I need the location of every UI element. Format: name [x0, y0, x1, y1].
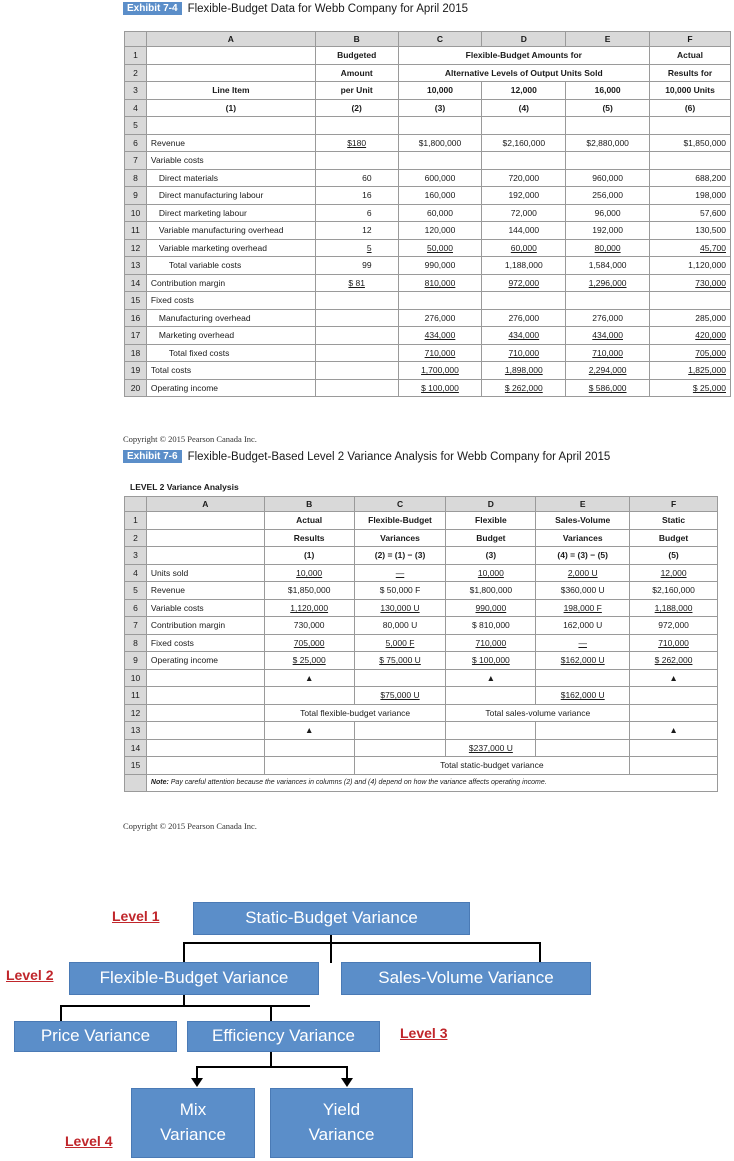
row-number: 4	[125, 99, 147, 117]
level-3-label: Level 3	[400, 1025, 448, 1041]
table-note	[146, 774, 717, 792]
connector-line	[539, 942, 541, 962]
flexible-budget-table	[124, 31, 731, 397]
row-number: 11	[125, 222, 147, 240]
cell: (5)	[566, 99, 650, 117]
cell: 2,000 U	[536, 564, 630, 582]
cell: (4)	[482, 99, 566, 117]
yield-variance-line2: Variance	[308, 1125, 375, 1144]
cell: 198,000	[650, 187, 731, 205]
cell: Fixed costs	[146, 292, 315, 310]
cell: Operating income	[146, 379, 315, 397]
cell: Budget	[446, 529, 536, 547]
cell: Budgeted	[315, 47, 398, 65]
connector-line	[196, 1066, 348, 1068]
cell: Total sales-volume variance	[446, 704, 630, 722]
row-number: 8	[125, 634, 147, 652]
cell: 10,000	[446, 564, 536, 582]
cell: $360,000 U	[536, 582, 630, 600]
cell: (3)	[446, 547, 536, 565]
cell: 130,000 U	[354, 599, 446, 617]
cell: 420,000	[650, 327, 731, 345]
cell: (3)	[398, 99, 482, 117]
row-number: 15	[125, 757, 147, 775]
cell: Total costs	[146, 362, 315, 380]
col-letter: C	[354, 497, 446, 512]
row-number: 9	[125, 652, 147, 670]
cell: Sales-Volume	[536, 512, 630, 530]
cell: Total variable costs	[146, 257, 315, 275]
cell: 705,000	[650, 344, 731, 362]
cell: (5)	[630, 547, 718, 565]
table-row	[125, 512, 718, 530]
cell: Actual	[264, 512, 354, 530]
cell: 972,000	[630, 617, 718, 635]
cell: per Unit	[315, 82, 398, 100]
table-row	[125, 292, 731, 310]
row-number: 5	[125, 117, 147, 135]
connector-line	[183, 942, 185, 962]
cell: 972,000	[482, 274, 566, 292]
cell: Operating income	[146, 652, 264, 670]
cell: 434,000	[398, 327, 482, 345]
column-letter-row	[125, 497, 718, 512]
exhibit-7-4-heading	[123, 2, 468, 15]
cell: $1,800,000	[446, 582, 536, 600]
cell: Total fixed costs	[146, 344, 315, 362]
row-number: 13	[125, 257, 147, 275]
cell: $2,880,000	[566, 134, 650, 152]
cell: $162,000 U	[536, 687, 630, 705]
row-number: 2	[125, 64, 147, 82]
cell: —	[354, 564, 446, 582]
cell: 276,000	[566, 309, 650, 327]
cell: 6	[315, 204, 398, 222]
cell: 1,120,000	[264, 599, 354, 617]
col-letter: C	[398, 32, 482, 47]
cell: 434,000	[566, 327, 650, 345]
row-number: 16	[125, 309, 147, 327]
cell: Revenue	[146, 582, 264, 600]
cell: Variable costs	[146, 152, 315, 170]
cell: (4) = (3) − (5)	[536, 547, 630, 565]
table-row	[125, 134, 731, 152]
cell: (1)	[264, 547, 354, 565]
exhibit-7-6-heading	[123, 450, 610, 463]
arrow-up-icon: ▲	[446, 669, 536, 687]
cell: Total flexible-budget variance	[264, 704, 446, 722]
col-letter: A	[146, 497, 264, 512]
cell: 710,000	[398, 344, 482, 362]
col-letter: D	[446, 497, 536, 512]
cell: 990,000	[398, 257, 482, 275]
row-number: 1	[125, 512, 147, 530]
cell: 80,000 U	[354, 617, 446, 635]
table-row	[125, 274, 731, 292]
table-row	[125, 739, 718, 757]
table-row	[125, 617, 718, 635]
cell: 276,000	[482, 309, 566, 327]
cell: 72,000	[482, 204, 566, 222]
row-number: 18	[125, 344, 147, 362]
connector-line	[183, 942, 541, 944]
cell: 960,000	[566, 169, 650, 187]
cell: Direct manufacturing labour	[146, 187, 315, 205]
col-letter: B	[315, 32, 398, 47]
cell: $ 586,000	[566, 379, 650, 397]
table-row	[125, 362, 731, 380]
cell: 1,296,000	[566, 274, 650, 292]
exhibit-badge: Exhibit 7-4	[123, 2, 182, 15]
table-row	[125, 687, 718, 705]
copyright-note: Copyright © 2015 Pearson Canada Inc.	[123, 821, 257, 831]
row-number: 13	[125, 722, 147, 740]
price-variance-box: Price Variance	[14, 1021, 177, 1052]
cell: $ 100,000	[398, 379, 482, 397]
cell: $1,850,000	[264, 582, 354, 600]
arrow-up-icon: ▲	[630, 669, 718, 687]
yield-variance-box	[270, 1088, 413, 1158]
cell: Results for	[650, 64, 731, 82]
cell: 60,000	[398, 204, 482, 222]
col-letter: A	[146, 32, 315, 47]
cell: Variable costs	[146, 599, 264, 617]
level-4-label: Level 4	[65, 1133, 113, 1149]
cell: $ 262,000	[630, 652, 718, 670]
cell: 5,000 F	[354, 634, 446, 652]
cell: Fixed costs	[146, 634, 264, 652]
table-row	[125, 152, 731, 170]
cell: $75,000 U	[354, 687, 446, 705]
table-row	[125, 344, 731, 362]
exhibit-title: Flexible-Budget-Based Level 2 Variance Analysis for Webb Company for April 2015	[187, 450, 611, 463]
row-number: 6	[125, 134, 147, 152]
table-row	[125, 187, 731, 205]
cell: $2,160,000	[630, 582, 718, 600]
cell: $1,850,000	[650, 134, 731, 152]
row-number: 20	[125, 379, 147, 397]
row-number: 7	[125, 617, 147, 635]
cell: $ 81	[315, 274, 398, 292]
row-number: 8	[125, 169, 147, 187]
row-number: 10	[125, 204, 147, 222]
cell: $162,000 U	[536, 652, 630, 670]
note-label: Note:	[150, 779, 169, 787]
cell: Flexible-Budget Amounts for	[398, 47, 649, 65]
cell: 10,000 Units	[650, 82, 731, 100]
row-number: 14	[125, 274, 147, 292]
copyright-note: Copyright © 2015 Pearson Canada Inc.	[123, 434, 257, 444]
cell: Revenue	[146, 134, 315, 152]
yield-variance-line1: Yield	[322, 1100, 361, 1120]
cell: 99	[315, 257, 398, 275]
exhibit-badge: Exhibit 7-6	[123, 450, 182, 463]
table-row	[125, 529, 718, 547]
cell: 285,000	[650, 309, 731, 327]
note-row	[125, 774, 718, 792]
cell: 10,000	[264, 564, 354, 582]
row-number: 11	[125, 687, 147, 705]
col-letter: D	[482, 32, 566, 47]
cell: 162,000 U	[536, 617, 630, 635]
table-row	[125, 722, 718, 740]
cell: 57,600	[650, 204, 731, 222]
cell: 810,000	[398, 274, 482, 292]
cell: 10,000	[398, 82, 482, 100]
table-row	[125, 169, 731, 187]
cell: Line Item	[146, 82, 315, 100]
cell: $ 810,000	[446, 617, 536, 635]
cell: 710,000	[482, 344, 566, 362]
table-row	[125, 239, 731, 257]
cell: 720,000	[482, 169, 566, 187]
cell: —	[536, 634, 630, 652]
cell: 276,000	[398, 309, 482, 327]
table-row	[125, 564, 718, 582]
row-number: 3	[125, 82, 147, 100]
connector-line	[270, 1005, 272, 1021]
table-row	[125, 82, 731, 100]
cell: 1,188,000	[482, 257, 566, 275]
cell: Results	[264, 529, 354, 547]
level2-variance-table	[124, 496, 718, 792]
cell: 12,000	[630, 564, 718, 582]
cell: 730,000	[264, 617, 354, 635]
cell: 80,000	[566, 239, 650, 257]
col-letter: B	[264, 497, 354, 512]
cell: $ 75,000 U	[354, 652, 446, 670]
table-row	[125, 379, 731, 397]
cell: 705,000	[264, 634, 354, 652]
cell: 2,294,000	[566, 362, 650, 380]
table-row	[125, 547, 718, 565]
row-number: 5	[125, 582, 147, 600]
cell: Flexible-Budget	[354, 512, 446, 530]
cell: 1,898,000	[482, 362, 566, 380]
row-number: 9	[125, 187, 147, 205]
cell: Units sold	[146, 564, 264, 582]
row-number: 19	[125, 362, 147, 380]
level-2-label: Level 2	[6, 967, 54, 983]
sales-volume-variance-box: Sales-Volume Variance	[341, 962, 591, 995]
row-number	[125, 774, 147, 792]
table-row	[125, 757, 718, 775]
cell: 45,700	[650, 239, 731, 257]
cell: Manufacturing overhead	[146, 309, 315, 327]
cell: 600,000	[398, 169, 482, 187]
cell: 12	[315, 222, 398, 240]
mix-variance-box	[131, 1088, 255, 1158]
row-number: 10	[125, 669, 147, 687]
cell: 12,000	[482, 82, 566, 100]
cell: $ 100,000	[446, 652, 536, 670]
cell: (6)	[650, 99, 731, 117]
level2-table-title: LEVEL 2 Variance Analysis	[130, 482, 239, 492]
row-number: 17	[125, 327, 147, 345]
cell: Variable marketing overhead	[146, 239, 315, 257]
cell: 990,000	[446, 599, 536, 617]
table-row	[125, 652, 718, 670]
cell: Variances	[536, 529, 630, 547]
row-number: 1	[125, 47, 147, 65]
table-row	[125, 704, 718, 722]
col-letter: F	[630, 497, 718, 512]
cell: Contribution margin	[146, 274, 315, 292]
col-letter: F	[650, 32, 731, 47]
cell: Static	[630, 512, 718, 530]
cell: 50,000	[398, 239, 482, 257]
cell: 688,200	[650, 169, 731, 187]
cell: 5	[315, 239, 398, 257]
table-row	[125, 64, 731, 82]
cell: 1,188,000	[630, 599, 718, 617]
row-number: 12	[125, 239, 147, 257]
connector-line	[60, 1005, 310, 1007]
exhibit-title: Flexible-Budget Data for Webb Company for April 2015	[187, 2, 468, 15]
row-number: 7	[125, 152, 147, 170]
cell: 120,000	[398, 222, 482, 240]
row-number: 4	[125, 564, 147, 582]
table-row	[125, 257, 731, 275]
cell: 16,000	[566, 82, 650, 100]
cell: 1,825,000	[650, 362, 731, 380]
cell: 1,700,000	[398, 362, 482, 380]
table-row	[125, 599, 718, 617]
cell: Marketing overhead	[146, 327, 315, 345]
row-number: 6	[125, 599, 147, 617]
cell: Contribution margin	[146, 617, 264, 635]
cell: Alternative Levels of Output Units Sold	[398, 64, 649, 82]
table-row	[125, 634, 718, 652]
arrow-down-icon	[341, 1078, 353, 1087]
arrow-down-icon	[191, 1078, 203, 1087]
mix-variance-line1: Mix	[179, 1100, 207, 1120]
cell: 710,000	[566, 344, 650, 362]
cell: $2,160,000	[482, 134, 566, 152]
row-number: 14	[125, 739, 147, 757]
arrow-up-icon: ▲	[264, 669, 354, 687]
cell: $180	[315, 134, 398, 152]
cell: 710,000	[446, 634, 536, 652]
cell: 96,000	[566, 204, 650, 222]
cell: (2) = (1) − (3)	[354, 547, 446, 565]
corner-cell	[125, 32, 147, 47]
cell: 192,000	[566, 222, 650, 240]
row-number: 3	[125, 547, 147, 565]
table-row	[125, 117, 731, 135]
col-letter: E	[566, 32, 650, 47]
cell: (1)	[146, 99, 315, 117]
connector-line	[330, 935, 332, 963]
cell: 710,000	[630, 634, 718, 652]
cell: 60	[315, 169, 398, 187]
table-row	[125, 309, 731, 327]
cell: Variances	[354, 529, 446, 547]
cell: $1,800,000	[398, 134, 482, 152]
table-row	[125, 204, 731, 222]
cell: 1,584,000	[566, 257, 650, 275]
cell: $ 25,000	[650, 379, 731, 397]
cell: 730,000	[650, 274, 731, 292]
cell: Variable manufacturing overhead	[146, 222, 315, 240]
cell: Direct marketing labour	[146, 204, 315, 222]
cell: 192,000	[482, 187, 566, 205]
row-number: 12	[125, 704, 147, 722]
table-row	[125, 222, 731, 240]
note-text: Pay careful attention because the variances in columns (2) and (4) depend on how the variance affects operating income.	[170, 779, 547, 787]
table-row	[125, 47, 731, 65]
cell: 198,000 F	[536, 599, 630, 617]
col-letter: E	[536, 497, 630, 512]
table-row	[125, 99, 731, 117]
cell: 144,000	[482, 222, 566, 240]
table-row	[125, 582, 718, 600]
cell: $ 50,000 F	[354, 582, 446, 600]
column-letter-row	[125, 32, 731, 47]
table-row	[125, 327, 731, 345]
cell: Actual	[650, 47, 731, 65]
cell: $ 262,000	[482, 379, 566, 397]
row-number: 15	[125, 292, 147, 310]
cell: 1,120,000	[650, 257, 731, 275]
table-row	[125, 669, 718, 687]
cell: 130,500	[650, 222, 731, 240]
cell: 60,000	[482, 239, 566, 257]
cell: 16	[315, 187, 398, 205]
cell: $237,000 U	[446, 739, 536, 757]
cell: Total static-budget variance	[354, 757, 630, 775]
cell: (2)	[315, 99, 398, 117]
cell: 434,000	[482, 327, 566, 345]
corner-cell	[125, 497, 147, 512]
cell: Flexible	[446, 512, 536, 530]
cell: 256,000	[566, 187, 650, 205]
cell: Budget	[630, 529, 718, 547]
arrow-up-icon: ▲	[264, 722, 354, 740]
level-1-label: Level 1	[112, 908, 160, 924]
connector-line	[60, 1005, 62, 1021]
cell: $ 25,000	[264, 652, 354, 670]
flexible-budget-variance-box: Flexible-Budget Variance	[69, 962, 319, 995]
row-number: 2	[125, 529, 147, 547]
cell: Amount	[315, 64, 398, 82]
efficiency-variance-box: Efficiency Variance	[187, 1021, 380, 1052]
arrow-up-icon: ▲	[630, 722, 718, 740]
static-budget-variance-box: Static-Budget Variance	[193, 902, 470, 935]
mix-variance-line2: Variance	[160, 1125, 226, 1144]
cell: 160,000	[398, 187, 482, 205]
cell: Direct materials	[146, 169, 315, 187]
